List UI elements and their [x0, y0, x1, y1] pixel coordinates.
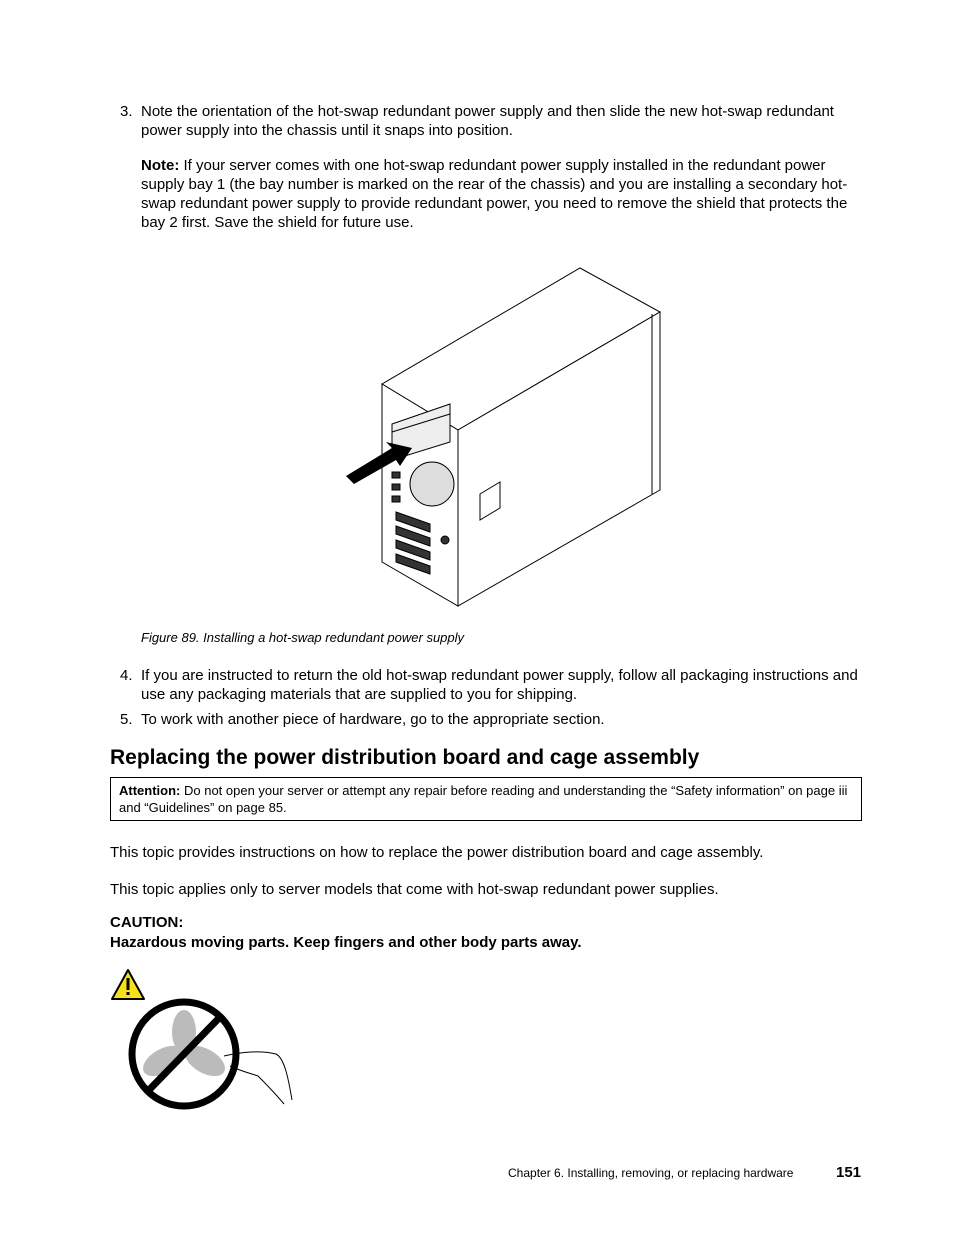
caution-text: Hazardous moving parts. Keep fingers and other body parts away. — [110, 934, 582, 951]
step-text: To work with another piece of hardware, go to the appropriate section. — [141, 711, 605, 728]
footer-chapter: Chapter 6. Installing, removing, or replacing hardware — [508, 1166, 794, 1180]
attention-label: Attention: — [119, 783, 181, 798]
intro-paragraph: This topic provides instructions on how to replace the power distribution board and cage assembly. — [110, 844, 764, 861]
step-number: 3. — [120, 103, 133, 120]
note-text: If your server comes with one hot-swap redundant power supply installed in the redundant power supply bay 1 (the bay number is marked on the rear of the chassis) and you are installing a secondary hot-swap redundant power supply to provide redundant power, you need to remove the shield that protects the bay 2 first. Save the shield for future use. — [141, 157, 848, 231]
page-number: 151 — [836, 1164, 862, 1181]
caution-label: CAUTION: — [110, 914, 184, 931]
attention-text: Do not open your server or attempt any repair before reading and understanding the “Safety information” on page iii and “Guidelines” on page 85. — [119, 783, 848, 815]
note-label: Note: — [141, 157, 180, 174]
note-paragraph — [141, 156, 866, 232]
section-heading: Replacing the power distribution board and cage assembly — [110, 746, 700, 769]
applicability-paragraph: This topic applies only to server models that come with hot-swap redundant power supplies. — [110, 881, 719, 898]
no-fan-fingers-icon — [126, 996, 296, 1111]
step-text: Note the orientation of the hot-swap redundant power supply and then slide the new hot-swap redundant power supply into the chassis until it snaps into position. — [141, 103, 834, 139]
figure-caption: Figure 89. Installing a hot-swap redundant power supply — [141, 630, 465, 645]
server-chassis-illustration — [330, 262, 670, 612]
step-number: 4. — [120, 667, 133, 684]
step-number: 5. — [120, 711, 133, 728]
step-text: If you are instructed to return the old hot-swap redundant power supply, follow all packaging instructions and use any packaging materials that are supplied to you for shipping. — [141, 667, 858, 703]
attention-box — [110, 777, 862, 821]
